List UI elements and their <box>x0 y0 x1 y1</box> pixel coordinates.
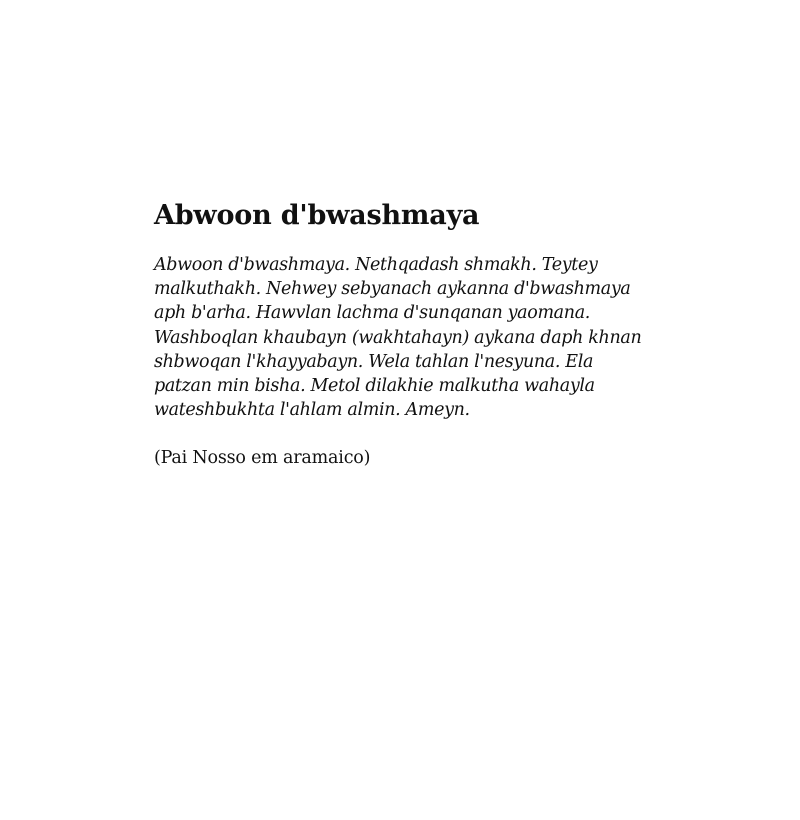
prayer-text: Abwoon d'bwashmaya. Nethqadash shmakh. Teytey malkuthakh. Nehwey sebyanach aykanna d'bwashmaya aph b'arha. Hawvlan lachma d'sunqanan yaomana. Washboqlan khaubayn (wakhtahayn) aykana daph khnan shbwoqan l'khayyabayn. Wela tahlan l'nesyuna. Ela patzan min bisha. Metol dilakhie malkutha wahayla wateshbukhta l'ahlam almin. Ameyn. <box>154 255 642 421</box>
document-content <box>154 196 654 471</box>
caption-note: (Pai Nosso em aramaico) <box>154 448 371 469</box>
page-title: Abwoon d'bwashmaya <box>154 200 480 231</box>
